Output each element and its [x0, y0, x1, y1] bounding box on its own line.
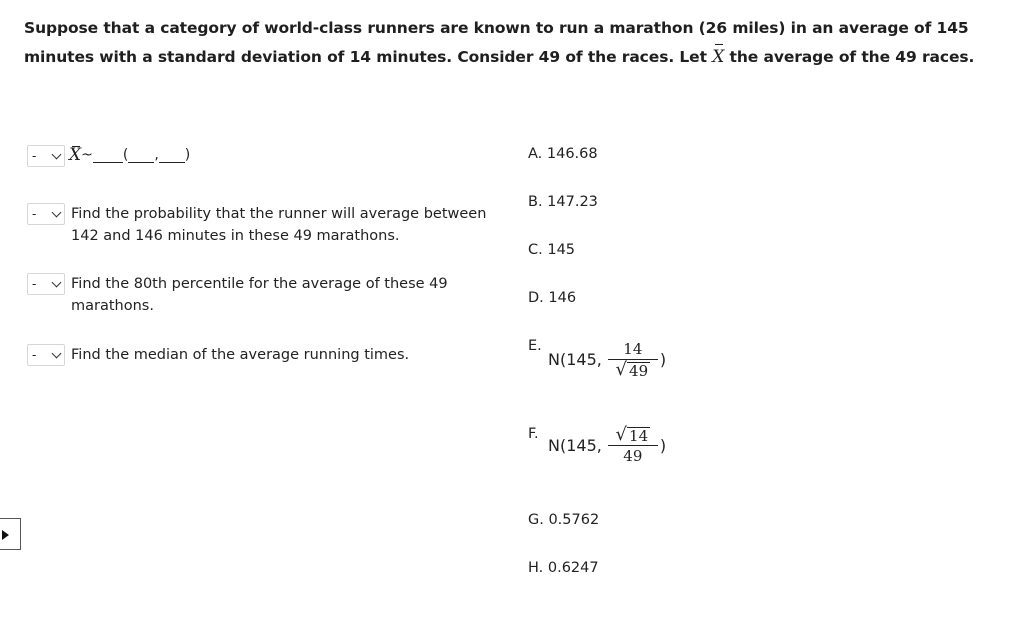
question-row-median — [27, 344, 503, 366]
answer-select-q4[interactable]: - — [27, 344, 65, 366]
answer-select-q1[interactable]: - — [27, 145, 65, 167]
play-arrow-icon — [2, 530, 9, 540]
option-d: D. 146 — [528, 290, 577, 306]
fraction: 14 √ 49 — [608, 340, 658, 379]
chevron-down-icon — [52, 348, 62, 358]
close-paren: ) — [184, 147, 191, 163]
chevron-down-icon — [52, 207, 62, 217]
option-h: H. 0.6247 — [528, 560, 599, 576]
chevron-down-icon — [52, 149, 62, 159]
question-text: Find the 80th percentile for the average of these 49 marathons. — [71, 276, 448, 314]
question-row-probability — [27, 203, 503, 247]
blank-line — [93, 148, 123, 163]
option-b: B. 147.23 — [528, 194, 598, 210]
answer-select-q3[interactable]: - — [27, 273, 65, 295]
tilde: ~ — [81, 147, 93, 163]
sqrt-symbol: √ 49 — [615, 359, 649, 380]
blank-mean — [128, 148, 154, 163]
sqrt-symbol: √ 14 — [615, 424, 649, 445]
problem-text-end: the average of the 49 races. — [729, 48, 975, 66]
blank-sd — [159, 148, 185, 163]
option-c: C. 145 — [528, 242, 576, 258]
question-row-percentile — [27, 273, 451, 317]
option-label: F. — [528, 426, 539, 442]
x-bar-symbol: X — [712, 43, 724, 72]
option-e-formula: N(145, 14 √ 49 ) — [548, 340, 667, 380]
expand-panel-button[interactable] — [0, 518, 21, 550]
question-text: Find the median of the average running times. — [71, 347, 410, 363]
chevron-down-icon — [52, 277, 62, 287]
fraction: √ 14 49 — [608, 426, 658, 465]
option-a: A. 146.68 — [528, 146, 598, 162]
option-f-formula: N(145, √ 14 49 ) — [548, 424, 667, 465]
distribution-template — [69, 145, 190, 165]
option-f — [528, 426, 539, 442]
option-label: E. — [528, 338, 542, 354]
option-g: G. 0.5762 — [528, 512, 600, 528]
problem-text: Suppose that a category of world-class runners are known to run a marathon (26 miles) in an average of 145 minutes with a standard deviation of 14 minutes. Consider 49 of the races. Let — [24, 19, 969, 66]
comma: , — [154, 147, 159, 163]
open-paren: ( — [122, 147, 129, 163]
question-text: Find the probability that the runner will average between 142 and 146 minutes in these 49 marathons. — [71, 206, 487, 244]
answer-select-q2[interactable]: - — [27, 203, 65, 225]
question-row-distribution — [27, 145, 190, 167]
x-bar-symbol: X — [69, 145, 82, 165]
problem-statement — [24, 14, 1009, 72]
option-e — [528, 338, 542, 354]
